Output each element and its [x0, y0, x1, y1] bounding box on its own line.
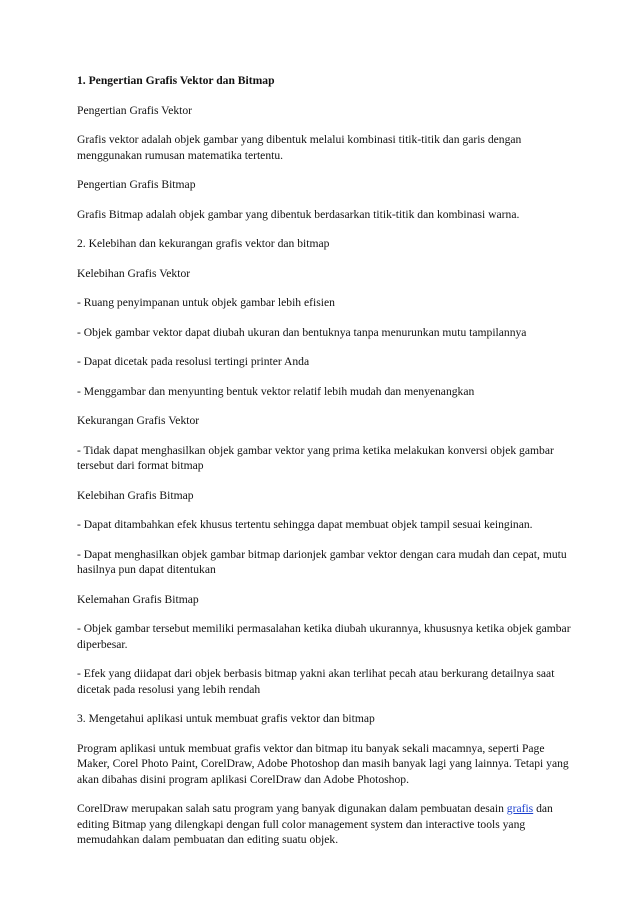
subheading-kelebihan-bitmap: Kelebihan Grafis Bitmap	[77, 488, 194, 502]
subheading-kelebihan-vektor: Kelebihan Grafis Vektor	[77, 266, 191, 280]
coreldraw-text-after: dan editing Bitmap yang dilengkapi dengan full color management system dan interactive tools yang memudahkan dalam pembuatan dan editing suatu objek.	[77, 802, 553, 846]
list-item: - Objek gambar tersebut memiliki permasalahan ketika diubah ukurannya, khususnya ketika objek gambar diperbesar.	[77, 622, 571, 651]
section-heading-3: 3. Mengetahui aplikasi untuk membuat grafis vektor dan bitmap	[77, 712, 375, 725]
list-item: - Objek gambar vektor dapat diubah ukuran dan bentuknya tanpa menurunkan mutu tampilannya	[77, 325, 527, 339]
document-body	[77, 73, 572, 862]
coreldraw-text-before: CorelDraw merupakan salah satu program yang banyak digunakan dalam pembuatan desain	[77, 802, 507, 815]
paragraph-definisi-vektor: Grafis vektor adalah objek gambar yang dibentuk melalui kombinasi titik-titik dan garis dengan menggunakan rumusan matematika tertentu.	[77, 133, 522, 162]
list-item: - Dapat menghasilkan objek gambar bitmap darionjek gambar vektor dengan cara mudah dan cepat, mutu hasilnya pun dapat ditentukan	[77, 547, 567, 576]
subheading-kekurangan-vektor: Kekurangan Grafis Vektor	[77, 414, 200, 427]
list-item: - Menggambar dan menyunting bentuk vektor relatif lebih mudah dan menyenangkan	[77, 384, 475, 398]
subheading-pengertian-bitmap: Pengertian Grafis Bitmap	[77, 178, 196, 191]
grafis-link[interactable]: grafis	[506, 802, 534, 815]
subheading-pengertian-vektor: Pengertian Grafis Vektor	[77, 103, 193, 117]
list-item: - Ruang penyimpanan untuk objek gambar lebih efisien	[77, 296, 335, 309]
subheading-kelemahan-bitmap: Kelemahan Grafis Bitmap	[77, 592, 199, 606]
list-item: - Efek yang diidapat dari objek berbasis bitmap yakni akan terlihat pecah atau berkurang detailnya saat dicetak pada resolusi yang lebih rendah	[77, 667, 555, 696]
paragraph-aplikasi: Program aplikasi untuk membuat grafis vektor dan bitmap itu banyak sekali macamnya, seperti Page Maker, Corel Photo Paint, CorelDraw, Adobe Photoshop dan masih banyak lagi yang lainnya. Tetapi yang akan dibahas disini program aplikasi CorelDraw dan Adobe Photoshop.	[77, 741, 569, 786]
section-heading-1: 1. Pengertian Grafis Vektor dan Bitmap	[77, 74, 275, 87]
list-item: - Dapat dicetak pada resolusi tertingi printer Anda	[77, 355, 310, 368]
section-heading-2: 2. Kelebihan dan kekurangan grafis vektor dan bitmap	[77, 237, 330, 250]
paragraph-definisi-bitmap: Grafis Bitmap adalah objek gambar yang dibentuk berdasarkan titik-titik dan kombinasi warna.	[77, 207, 520, 221]
list-item: - Dapat ditambahkan efek khusus tertentu sehingga dapat membuat objek tampil sesuai keinginan.	[77, 518, 533, 531]
paragraph-coreldraw	[77, 801, 572, 848]
list-item: - Tidak dapat menghasilkan objek gambar vektor yang prima ketika melakukan konversi objek gambar tersebut dari format bitmap	[77, 443, 554, 472]
